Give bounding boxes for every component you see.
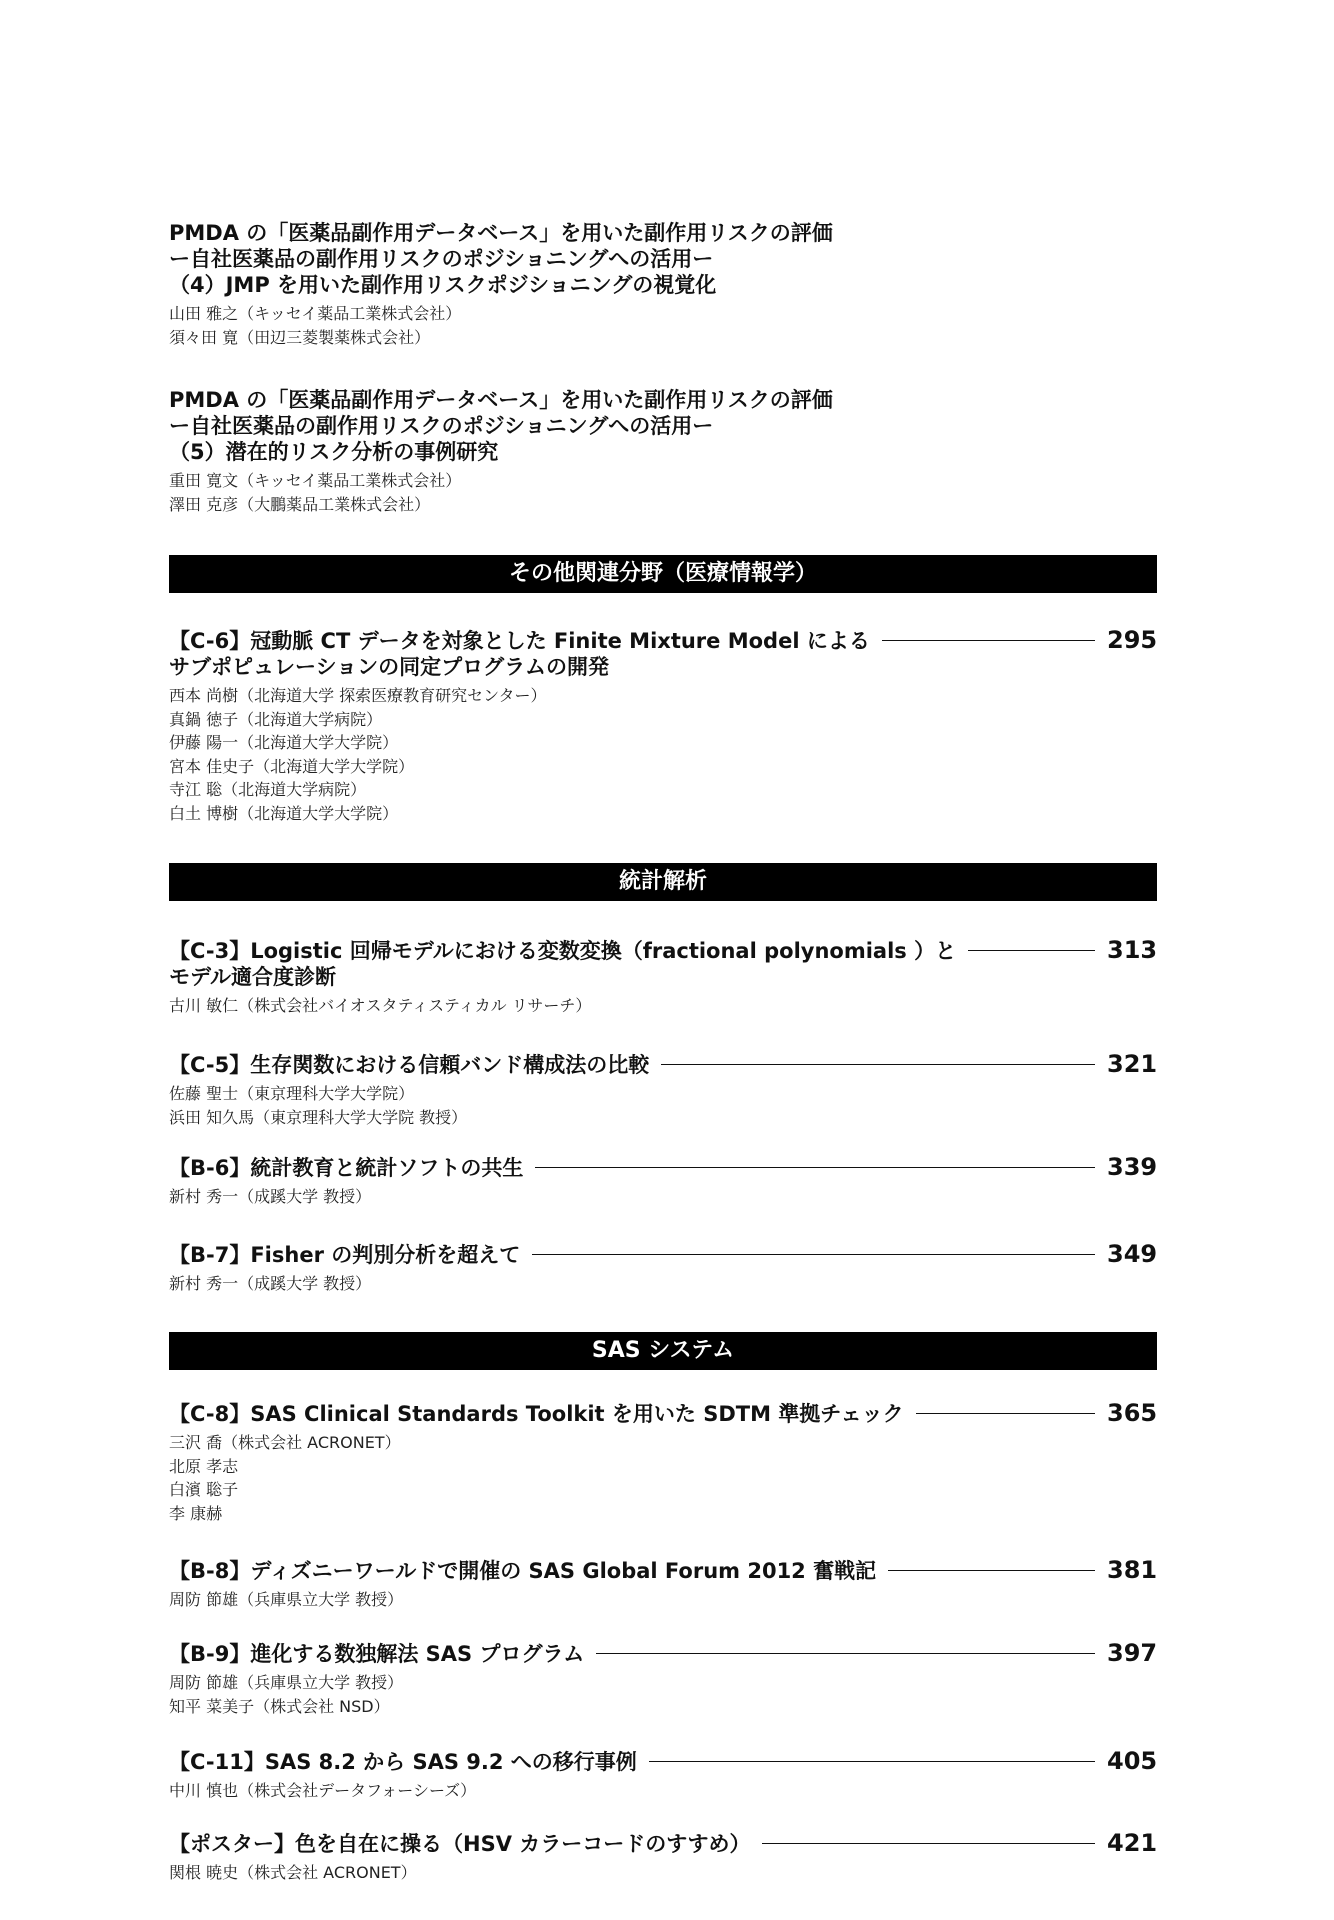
author-line: 澤田 克彦（大鵬薬品工業株式会社） <box>169 494 431 514</box>
entry-title-continued: サブポピュレーションの同定プログラムの開発 <box>169 655 609 679</box>
entry-title: 【C-3】Logistic 回帰モデルにおける変数変換（fractional polynomials ）と <box>169 939 957 963</box>
page-number: 339 <box>1107 1153 1158 1181</box>
page-number: 421 <box>1107 1829 1158 1857</box>
entry-subtitle: ー自社医薬品の副作用リスクのポジショニングへの活用ー <box>169 414 714 438</box>
toc-entry[interactable] <box>169 1400 1157 1525</box>
author-line: 須々田 寛（田辺三菱製薬株式会社） <box>169 327 431 347</box>
author-list <box>169 1185 1157 1209</box>
page-number: 349 <box>1107 1240 1158 1268</box>
dot-leader <box>916 1413 1095 1414</box>
page-number: 295 <box>1107 626 1158 654</box>
author-line: 新村 秀一（成蹊大学 教授） <box>169 1274 372 1293</box>
author-list <box>169 302 1169 349</box>
entry-subtitle: （5）潜在的リスク分析の事例研究 <box>169 440 499 464</box>
author-line: 関根 暁史（株式会社 ACRONET） <box>169 1863 417 1882</box>
toc-entry[interactable] <box>169 1557 1157 1612</box>
author-line: 白土 博樹（北海道大学大学院） <box>169 803 399 823</box>
entry-title: 【C-6】冠動脈 CT データを対象とした Finite Mixture Model による <box>169 629 870 653</box>
author-line: 真鍋 徳子（北海道大学病院） <box>169 709 383 729</box>
page-number: 381 <box>1107 1556 1158 1584</box>
author-line: 山田 雅之（キッセイ薬品工業株式会社） <box>169 304 462 323</box>
section-heading-other-fields: その他関連分野（医療情報学） <box>169 555 1157 593</box>
toc-entry[interactable] <box>169 937 1157 1018</box>
author-list <box>169 1431 1157 1525</box>
toc-entry[interactable] <box>169 627 1157 825</box>
page-number: 365 <box>1107 1399 1158 1427</box>
page-number: 397 <box>1107 1639 1158 1667</box>
section-heading-sas-system: SAS システム <box>169 1332 1157 1370</box>
toc-entry[interactable] <box>169 1640 1157 1718</box>
dot-leader <box>762 1843 1095 1844</box>
author-line: 新村 秀一（成蹊大学 教授） <box>169 1187 372 1206</box>
entry-title: 【C-8】SAS Clinical Standards Toolkit を用いた SDTM 準拠チェック <box>169 1402 904 1426</box>
author-line: 伊藤 陽一（北海道大学大学院） <box>169 733 399 752</box>
entry-title: 【C-5】生存関数における信頼バンド構成法の比較 <box>169 1053 650 1077</box>
dot-leader <box>535 1167 1095 1168</box>
entry-title: 【B-6】統計教育と統計ソフトの共生 <box>169 1156 524 1180</box>
dot-leader <box>882 640 1095 641</box>
entry-title: 【B-9】進化する数独解法 SAS プログラム <box>169 1642 585 1666</box>
toc-entry[interactable] <box>169 1241 1157 1296</box>
toc-entry[interactable] <box>169 1154 1157 1209</box>
dot-leader <box>649 1761 1095 1762</box>
author-line: 宮本 佳史子（北海道大学大学院） <box>169 756 415 776</box>
entry-title: 【B-7】Fisher の判別分析を超えて <box>169 1243 521 1267</box>
author-list <box>169 1671 1157 1718</box>
author-line: 李 康赫 <box>169 1503 223 1523</box>
entry-title: PMDA の「医薬品副作用データベース」を用いた副作用リスクの評価 <box>169 388 833 412</box>
toc-entry[interactable] <box>169 1051 1157 1129</box>
author-line: 周防 節雄（兵庫県立大学 教授） <box>169 1673 404 1692</box>
entry-title: 【C-11】SAS 8.2 から SAS 9.2 への移行事例 <box>169 1750 637 1774</box>
author-list <box>169 1082 1157 1129</box>
dot-leader <box>968 950 1095 951</box>
author-list <box>169 1272 1157 1296</box>
author-line: 北原 孝志 <box>169 1456 239 1476</box>
page-number: 405 <box>1107 1747 1158 1775</box>
author-line: 寺江 聡（北海道大学病院） <box>169 780 367 799</box>
author-line: 知平 菜美子（株式会社 NSD） <box>169 1696 390 1716</box>
author-list <box>169 469 1169 516</box>
entry-title: 【ポスター】色を自在に操る（HSV カラーコードのすすめ） <box>169 1832 751 1856</box>
author-list <box>169 1779 1157 1803</box>
toc-entry[interactable] <box>169 1830 1157 1885</box>
dot-leader <box>888 1570 1095 1571</box>
author-line: 三沢 喬（株式会社 ACRONET） <box>169 1433 401 1452</box>
author-line: 古川 敏仁（株式会社バイオスタティスティカル リサーチ） <box>169 996 592 1015</box>
toc-entry[interactable] <box>169 387 1169 516</box>
author-line: 白濱 聡子 <box>169 1480 239 1499</box>
author-line: 重田 寛文（キッセイ薬品工業株式会社） <box>169 471 462 490</box>
author-list <box>169 684 1157 825</box>
author-list <box>169 1588 1157 1612</box>
toc-entry[interactable] <box>169 220 1169 349</box>
author-line: 西本 尚樹（北海道大学 探索医療教育研究センター） <box>169 686 547 705</box>
dot-leader <box>596 1653 1095 1654</box>
author-list <box>169 1861 1157 1885</box>
entry-title: PMDA の「医薬品副作用データベース」を用いた副作用リスクの評価 <box>169 221 833 245</box>
entry-title-continued: モデル適合度診断 <box>169 965 336 989</box>
author-line: 周防 節雄（兵庫県立大学 教授） <box>169 1590 404 1609</box>
section-heading-statistical-analysis: 統計解析 <box>169 863 1157 901</box>
toc-entry[interactable] <box>169 1748 1157 1803</box>
entry-title: 【B-8】ディズニーワールドで開催の SAS Global Forum 2012 奮戦記 <box>169 1559 877 1583</box>
author-line: 佐藤 聖士（東京理科大学大学院） <box>169 1084 415 1103</box>
page-number: 321 <box>1107 1050 1158 1078</box>
dot-leader <box>532 1254 1095 1255</box>
author-line: 浜田 知久馬（東京理科大学大学院 教授） <box>169 1107 468 1127</box>
dot-leader <box>661 1064 1095 1065</box>
author-line: 中川 慎也（株式会社データフォーシーズ） <box>169 1781 477 1800</box>
entry-subtitle: ー自社医薬品の副作用リスクのポジショニングへの活用ー <box>169 247 714 271</box>
entry-subtitle: （4）JMP を用いた副作用リスクポジショニングの視覚化 <box>169 273 717 297</box>
page-number: 313 <box>1107 936 1158 964</box>
author-list <box>169 994 1157 1018</box>
